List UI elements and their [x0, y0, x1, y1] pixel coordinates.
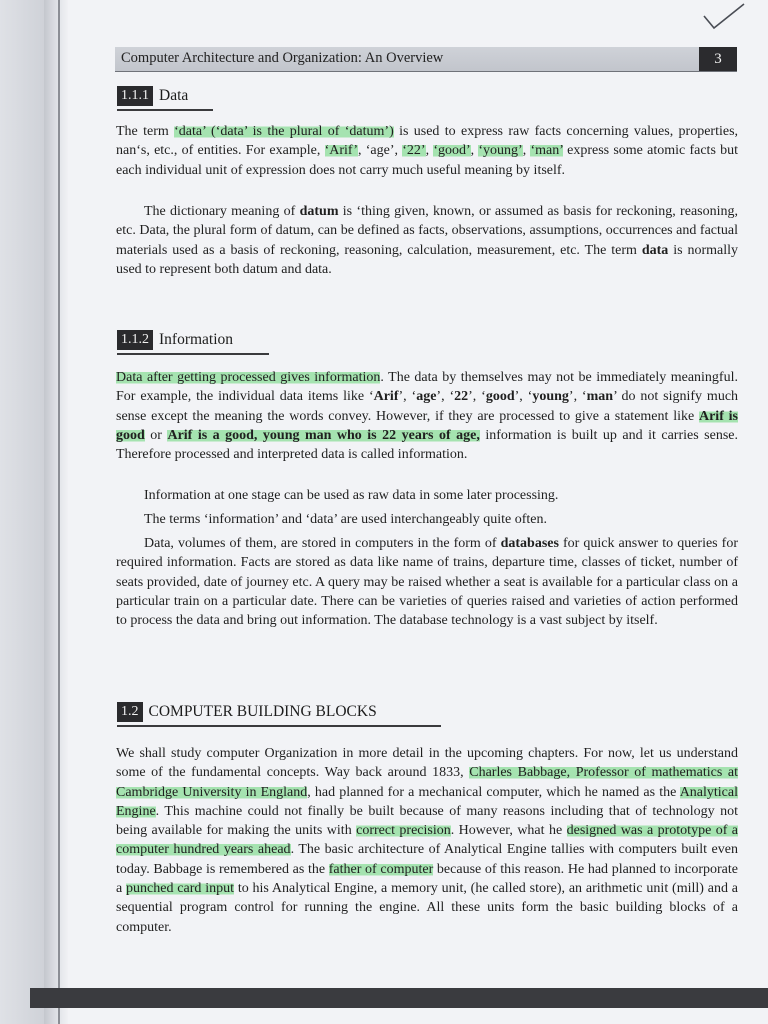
section-number: 1.1.2 — [117, 330, 153, 350]
highlighted-text: Arif is a good, young man who is 22 years of age, — [167, 427, 480, 443]
bold-text: man — [586, 389, 614, 405]
paragraph: Data after getting processed gives information. The data by themselves may not be immediately meaningful. For example, the individual data items like ‘Arif’, ‘age’, ‘22’, ‘good’, ‘young’, ‘man’ do not signify much sense except the meaning the words convey. However, if they are processed to give a statement like Arif is good or Arif is a good, young man who is 22 years of age, information is built up and it carries sense. Therefore processed and interpreted data is called information. — [116, 370, 739, 463]
paragraph: We shall study computer Organization in more detail in the upcoming chapters. For now, let us understand some of the fundamental concepts. Way back around 1833, Charles Babbage, Professor of mathematics at Cambridge University in England, had planned for a mechanical computer, which he named as the Analytical Engine. This machine could not finally be built because of many reasons including that of technology not being available for making the units with correct precision. However, what he designed was a prototype of a computer hundred years ahead. The basic architecture of Analytical Engine tallies with computers built even today. Babbage is remembered as the father of computer because of this reason. He had planned to incorporate a punched card input to his Analytical Engine, a memory unit, (he called store), an arithmetic unit (mill) and a sequential program control for running the engine. All these units form the basic building blocks of a computer. — [116, 746, 738, 935]
highlighted-text: punched card input — [126, 881, 234, 897]
bold-text: datum — [299, 204, 339, 219]
highlighted-text: Data after getting processed gives information — [116, 370, 381, 385]
running-header-title: Computer Architecture and Organization: An Overview — [121, 50, 444, 66]
highlighted-text: Analytical Engine — [116, 784, 738, 819]
bold-text: good — [485, 389, 515, 405]
section-heading-data — [117, 86, 188, 106]
highlighted-text: Arif is good — [116, 408, 738, 443]
paragraph: Information at one stage can be used as raw data in some later processing. — [144, 488, 559, 503]
bold-text: age — [416, 389, 437, 405]
section-underline — [117, 109, 213, 111]
highlighted-text: correct precision — [356, 823, 451, 839]
section-title: Information — [159, 331, 234, 348]
section-number: 1.2 — [117, 702, 143, 722]
page-number: 3 — [699, 47, 737, 71]
bold-text: databases — [500, 536, 559, 551]
section-heading-computer-building-blocks — [117, 702, 377, 722]
bold-text: young — [532, 389, 569, 405]
highlighted-text: father of computer — [328, 861, 434, 877]
section-underline — [117, 725, 441, 727]
highlighted-text: ‘young’ — [478, 143, 523, 159]
bold-text: data — [641, 242, 669, 258]
section-title: Data — [159, 87, 189, 104]
bold-text: Arif — [373, 389, 399, 405]
page-fold — [44, 0, 68, 1024]
running-header — [115, 47, 737, 72]
section-heading-information — [117, 330, 233, 350]
paragraph: The terms ‘information’ and ‘data’ are used interchangeably quite often. — [144, 512, 547, 527]
highlighted-text: designed was a prototype of a computer hundred years ahead — [116, 823, 738, 858]
page-bottom-band — [30, 988, 768, 1008]
paragraph: The dictionary meaning of datum is ‘thing given, known, or assumed as basis for reckoning, reasoning, etc. Data, the plural form of datum, can be defined as facts, observations, assumptions, occurrences and factual materials used as a basis of reckoning, reasoning, calculation, measurement, etc. The term data is normally used to represent both datum and data. — [116, 204, 738, 277]
highlighted-text: ‘Arif’ — [324, 143, 358, 159]
paragraph: Data, volumes of them, are stored in computers in the form of databases for quick answer to queries for required information. Facts are stored as data like name of trains, departure time, classes of ticket, number of seats provided, date of journey etc. A query may be raised whether a seat is available for a particular class on a particular train on a particular date. There can be varieties of queries raised and varieties of action performed to process the data and bring out information. The database technology is a vast subject by itself. — [116, 536, 739, 629]
section-underline — [117, 353, 269, 355]
bold-text: 22 — [454, 389, 469, 405]
highlighted-text: ‘data’ (‘data’ is the plural of ‘datum’) — [174, 124, 394, 139]
highlighted-text: ‘22’ — [402, 143, 426, 159]
highlighted-text: ‘man’ — [530, 143, 563, 159]
paragraph: The term ‘data’ (‘data’ is the plural of ‘datum’) is used to express raw facts concerning values, properties, nan‘s, etc., of entities. For example, ‘Arif’, ‘age’, ‘22’, ‘good’, ‘young’, ‘man’ express some atomic facts but each individual unit of expression does not carry much useful meaning by itself. — [116, 124, 739, 178]
page-fold-line — [58, 0, 60, 1024]
scan-left-margin — [0, 0, 44, 1024]
highlighted-text: ‘good’ — [433, 143, 471, 159]
pen-check-mark-icon — [700, 2, 746, 32]
section-number: 1.1.1 — [117, 86, 153, 106]
section-title: COMPUTER BUILDING BLOCKS — [148, 703, 377, 720]
highlighted-text: Charles Babbage, Professor of mathematics at Cambridge University in England — [116, 765, 738, 800]
